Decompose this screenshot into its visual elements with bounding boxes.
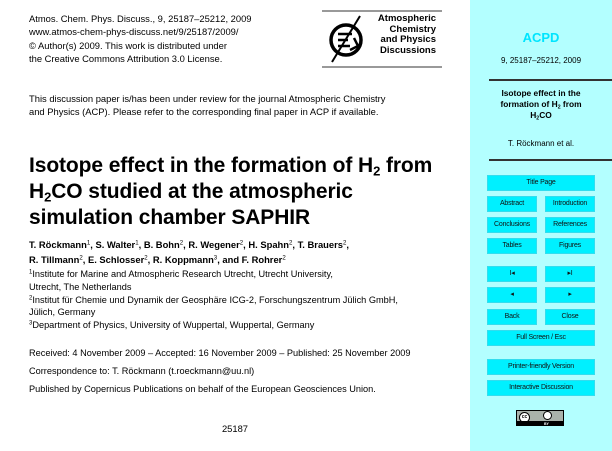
author: R. Koppmann$^3$, and xyxy=(152,254,242,265)
cc-license-badge[interactable] xyxy=(516,410,564,426)
affiliation-cont: Utrecht, The Netherlands xyxy=(29,281,132,292)
logo-line: Discussions xyxy=(380,44,436,56)
navigation-sidebar xyxy=(470,0,612,451)
title-text: Isotope effect in the formation of H xyxy=(29,154,374,177)
sidebar-title xyxy=(470,88,612,121)
journal-name: ACPD xyxy=(522,30,560,45)
sidebar-title-line: formation of $H_2$ from xyxy=(500,99,582,111)
tables-button[interactable]: Tables xyxy=(487,238,537,254)
previous-icon: ◂ xyxy=(510,291,514,298)
previous-page-button[interactable] xyxy=(487,287,537,303)
close-button[interactable]: Close xyxy=(545,309,595,325)
sidebar-title-line: $H_2CO$ xyxy=(530,110,552,122)
divider xyxy=(489,79,612,81)
author: R. Wegener$^2$, xyxy=(188,239,249,250)
first-page-button[interactable] xyxy=(487,266,537,282)
title-text: CO studied at the atmospheric xyxy=(51,180,353,203)
title-subscript: 2 xyxy=(373,163,381,179)
references-button[interactable]: References xyxy=(545,217,595,233)
logo-line: Atmospheric xyxy=(377,13,436,24)
next-icon: ▸ xyxy=(568,291,572,298)
interactive-discussion-button[interactable]: Interactive Discussion xyxy=(487,380,595,396)
affiliation-cont: Jülich, Germany xyxy=(29,307,96,318)
author-list xyxy=(29,237,449,267)
introduction-button[interactable]: Introduction xyxy=(545,196,595,212)
author: S. Walter$^1$, xyxy=(95,239,144,250)
fullscreen-button[interactable]: Full Screen / Esc xyxy=(487,330,595,346)
badge-bar xyxy=(517,421,563,425)
back-button[interactable]: Back xyxy=(487,309,537,325)
next-page-button[interactable] xyxy=(545,287,595,303)
dates-line: Received: 4 November 2009 – Accepted: 16 November 2009 – Published: 25 November 2009 xyxy=(29,348,411,358)
author: T. Röckmann$^1$, xyxy=(29,239,96,250)
figures-button[interactable]: Figures xyxy=(545,238,595,254)
logo-text xyxy=(378,14,436,56)
title-text: simulation chamber SAPHIR xyxy=(29,206,311,229)
cc-icon: cc xyxy=(519,412,530,423)
attribution-icon xyxy=(543,411,552,420)
author: F. Rohrer$^2$ xyxy=(241,254,286,265)
sidebar-title-line: Isotope effect in the xyxy=(501,88,581,98)
title-text: from xyxy=(380,154,433,177)
author: B. Bohn$^2$, xyxy=(143,239,189,250)
page-number: 25187 xyxy=(221,423,249,434)
logo-line: Chemistry xyxy=(389,23,436,35)
logo-line: and Physics xyxy=(380,34,436,46)
printer-friendly-button[interactable]: Printer-friendly Version xyxy=(487,359,595,375)
copyright-line: © Author(s) 2009. This work is distributed under xyxy=(29,39,227,51)
journal-logo xyxy=(322,8,442,70)
title-page-button[interactable]: Title Page xyxy=(487,175,595,191)
affiliation: $^3$Department of Physics, University of Wuppertal, Wuppertal, Germany xyxy=(29,320,315,331)
affiliations xyxy=(29,268,449,332)
citation-line: Atmos. Chem. Phys. Discuss., 9, 25187–25212, 2009 xyxy=(29,13,252,24)
by-label: BY xyxy=(544,422,549,426)
sidebar-author: T. Röckmann et al. xyxy=(507,139,575,148)
review-notice xyxy=(29,92,439,118)
correspondence-line[interactable]: Correspondence to: T. Röckmann (t.roeckmann@uu.nl) xyxy=(29,366,255,376)
last-page-button[interactable] xyxy=(545,266,595,282)
author: E. Schlosser$^2$, xyxy=(87,254,153,265)
divider xyxy=(489,159,612,161)
url-line[interactable]: www.atmos-chem-phys-discuss.net/9/25187/2009/ xyxy=(29,26,239,38)
title-text: H xyxy=(29,180,45,203)
citation-header xyxy=(29,12,252,65)
conclusions-button[interactable]: Conclusions xyxy=(487,217,537,233)
publication-info xyxy=(29,344,449,398)
author: R. Tillmann$^2$, xyxy=(29,254,88,265)
author: T. Brauers$^2$, xyxy=(297,239,349,250)
notice-line: This discussion paper is/has been under review for the journal Atmospheric Chemistry xyxy=(29,93,386,104)
affiliation: $^1$Institute for Marine and Atmospheric Research Utrecht, Utrecht University, xyxy=(29,269,333,279)
egu-globe-icon xyxy=(324,12,368,68)
affiliation: $^2$Institut für Chemie und Dynamik der Geosphäre ICG-2, Forschungszentrum Jülich GmbH, xyxy=(29,294,398,305)
paper-title xyxy=(29,153,449,231)
volume-info: 9, 25187–25212, 2009 xyxy=(500,56,582,65)
abstract-button[interactable]: Abstract xyxy=(487,196,537,212)
title-subscript: 2 xyxy=(44,189,52,205)
last-page-icon: ▸I xyxy=(567,270,573,277)
author: H. Spahn$^2$, xyxy=(248,239,298,250)
notice-line: and Physics (ACP). Please refer to the corresponding final paper in ACP if available. xyxy=(29,106,379,117)
license-line: the Creative Commons Attribution 3.0 License. xyxy=(29,52,223,64)
first-page-icon: I◂ xyxy=(509,270,515,277)
publisher-line: Published by Copernicus Publications on behalf of the European Geosciences Union. xyxy=(29,384,376,394)
